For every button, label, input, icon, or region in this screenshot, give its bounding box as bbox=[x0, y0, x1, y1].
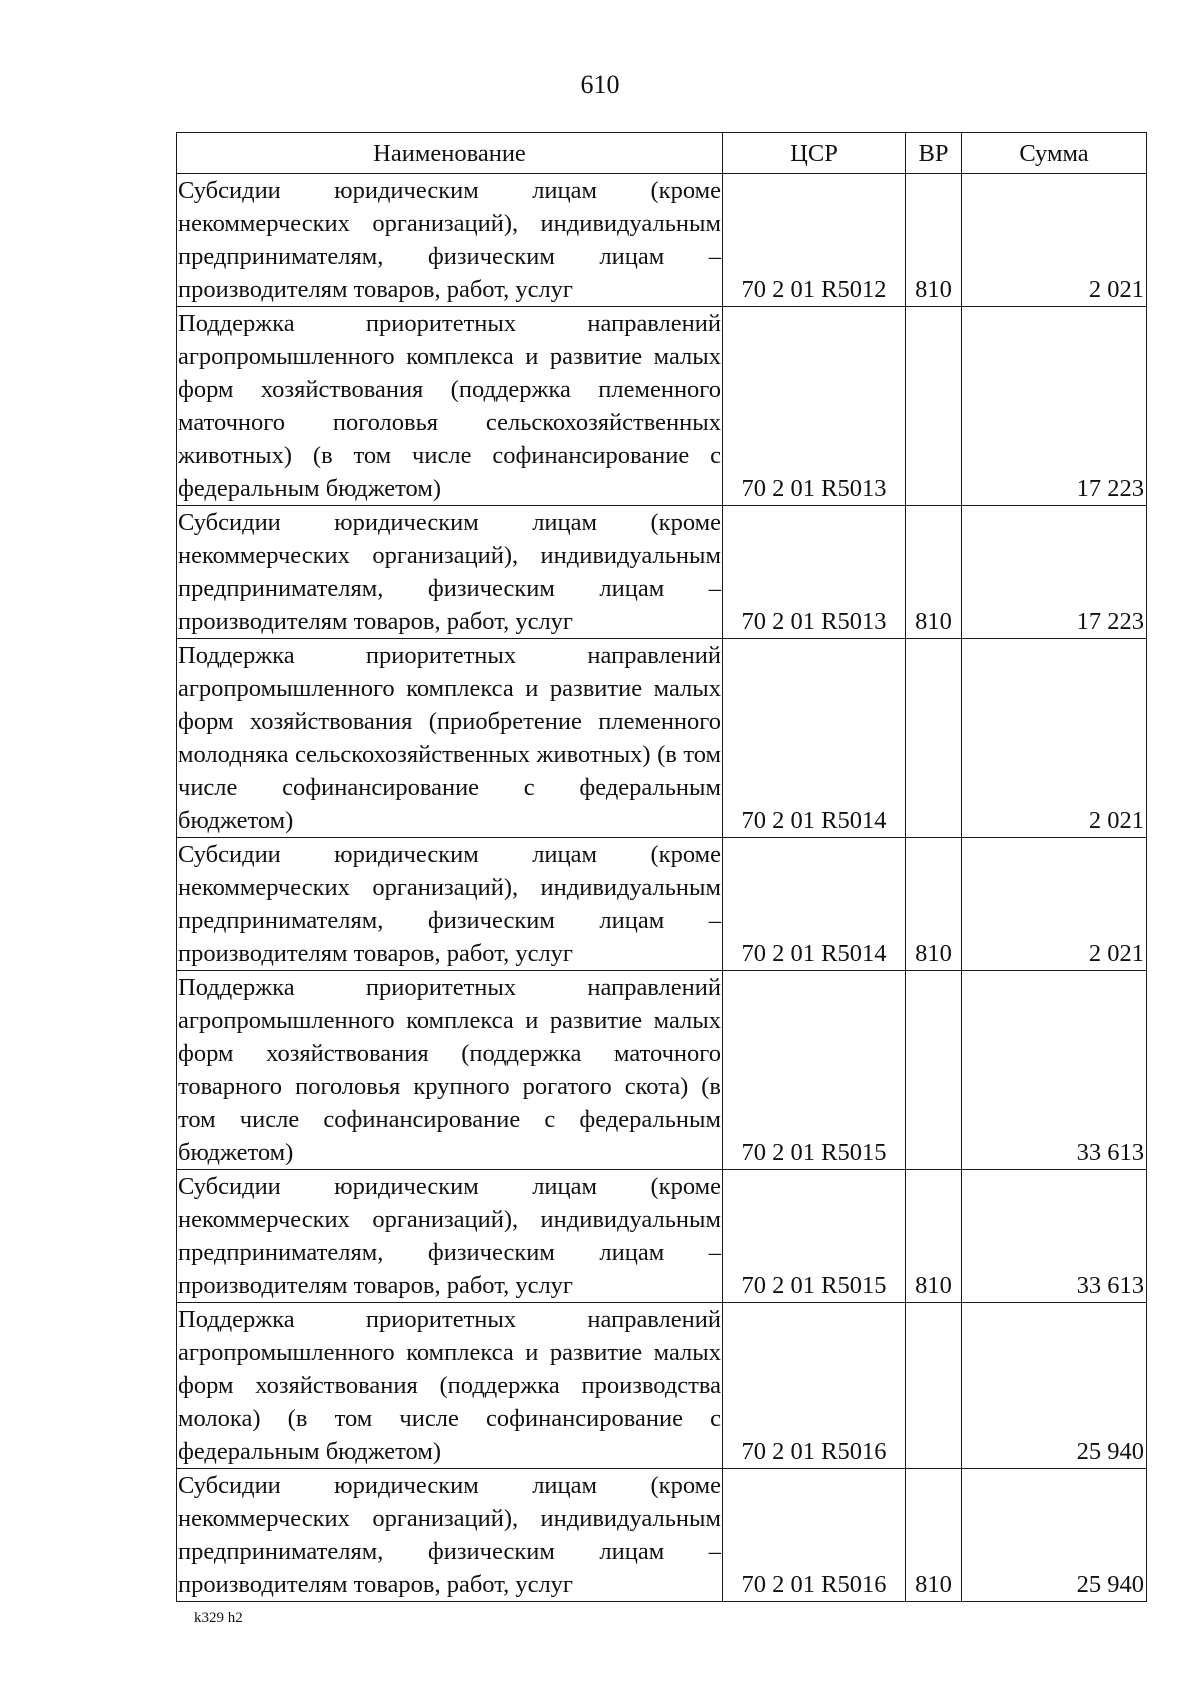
row-code: 70 2 01 R5016 bbox=[723, 1303, 906, 1469]
row-sum: 2 021 bbox=[962, 838, 1147, 971]
table-header-row bbox=[177, 133, 1147, 174]
page-number: 610 bbox=[580, 70, 620, 99]
row-sum: 2 021 bbox=[962, 174, 1147, 307]
row-sum: 17 223 bbox=[962, 506, 1147, 639]
row-code: 70 2 01 R5014 bbox=[723, 639, 906, 838]
row-sum: 25 940 bbox=[962, 1303, 1147, 1469]
row-code: 70 2 01 R5015 bbox=[723, 1170, 906, 1303]
row-vr bbox=[906, 971, 962, 1170]
row-name: Поддержка приоритетных направлений агропромышленного комплекса и развитие малых форм хозяйствования (поддержка племенного маточного поголовья сельскохозяйственных животных) (в том числе софинансирование с федеральным бюджетом) bbox=[177, 307, 723, 506]
row-name: Субсидии юридическим лицам (кроме некоммерческих организаций), индивидуальным предпринимателям, физическим лицам – производителям товаров, работ, услуг bbox=[177, 1469, 723, 1602]
row-code: 70 2 01 R5014 bbox=[723, 838, 906, 971]
table-row bbox=[177, 307, 1147, 506]
row-vr bbox=[906, 639, 962, 838]
table-row bbox=[177, 1303, 1147, 1469]
table-row bbox=[177, 971, 1147, 1170]
header-sum: Сумма bbox=[962, 133, 1147, 174]
table-row bbox=[177, 506, 1147, 639]
row-name: Субсидии юридическим лицам (кроме некоммерческих организаций), индивидуальным предпринимателям, физическим лицам – производителям товаров, работ, услуг bbox=[177, 506, 723, 639]
row-sum: 25 940 bbox=[962, 1469, 1147, 1602]
row-name: Субсидии юридическим лицам (кроме некоммерческих организаций), индивидуальным предпринимателям, физическим лицам – производителям товаров, работ, услуг bbox=[177, 838, 723, 971]
row-name: Субсидии юридическим лицам (кроме некоммерческих организаций), индивидуальным предпринимателям, физическим лицам – производителям товаров, работ, услуг bbox=[177, 174, 723, 307]
row-name: Поддержка приоритетных направлений агропромышленного комплекса и развитие малых форм хозяйствования (поддержка маточного товарного поголовья крупного рогатого скота) (в том числе софинансирование с федеральным бюджетом) bbox=[177, 971, 723, 1170]
row-code: 70 2 01 R5012 bbox=[723, 174, 906, 307]
row-sum: 33 613 bbox=[962, 1170, 1147, 1303]
row-name: Поддержка приоритетных направлений агропромышленного комплекса и развитие малых форм хозяйствования (поддержка производства молока) (в том числе софинансирование с федеральным бюджетом) bbox=[177, 1303, 723, 1469]
row-vr: 810 bbox=[906, 506, 962, 639]
row-name: Поддержка приоритетных направлений агропромышленного комплекса и развитие малых форм хозяйствования (приобретение племенного молодняка сельскохозяйственных животных) (в том числе софинансирование с федеральным бюджетом) bbox=[177, 639, 723, 838]
row-sum: 17 223 bbox=[962, 307, 1147, 506]
table-row bbox=[177, 174, 1147, 307]
header-code: ЦСР bbox=[723, 133, 906, 174]
table-row bbox=[177, 1469, 1147, 1602]
row-vr bbox=[906, 1303, 962, 1469]
row-code: 70 2 01 R5013 bbox=[723, 307, 906, 506]
table-row bbox=[177, 838, 1147, 971]
table-row bbox=[177, 639, 1147, 838]
row-name: Субсидии юридическим лицам (кроме некоммерческих организаций), индивидуальным предпринимателям, физическим лицам – производителям товаров, работ, услуг bbox=[177, 1170, 723, 1303]
row-vr: 810 bbox=[906, 838, 962, 971]
header-name: Наименование bbox=[177, 133, 723, 174]
row-vr bbox=[906, 307, 962, 506]
row-code: 70 2 01 R5013 bbox=[723, 506, 906, 639]
header-vr: ВР bbox=[906, 133, 962, 174]
footer-code: k329 h2 bbox=[194, 1610, 243, 1626]
row-sum: 33 613 bbox=[962, 971, 1147, 1170]
budget-table bbox=[176, 132, 1147, 1602]
table-row bbox=[177, 1170, 1147, 1303]
row-vr: 810 bbox=[906, 174, 962, 307]
row-vr: 810 bbox=[906, 1170, 962, 1303]
row-code: 70 2 01 R5015 bbox=[723, 971, 906, 1170]
row-code: 70 2 01 R5016 bbox=[723, 1469, 906, 1602]
row-vr: 810 bbox=[906, 1469, 962, 1602]
row-sum: 2 021 bbox=[962, 639, 1147, 838]
